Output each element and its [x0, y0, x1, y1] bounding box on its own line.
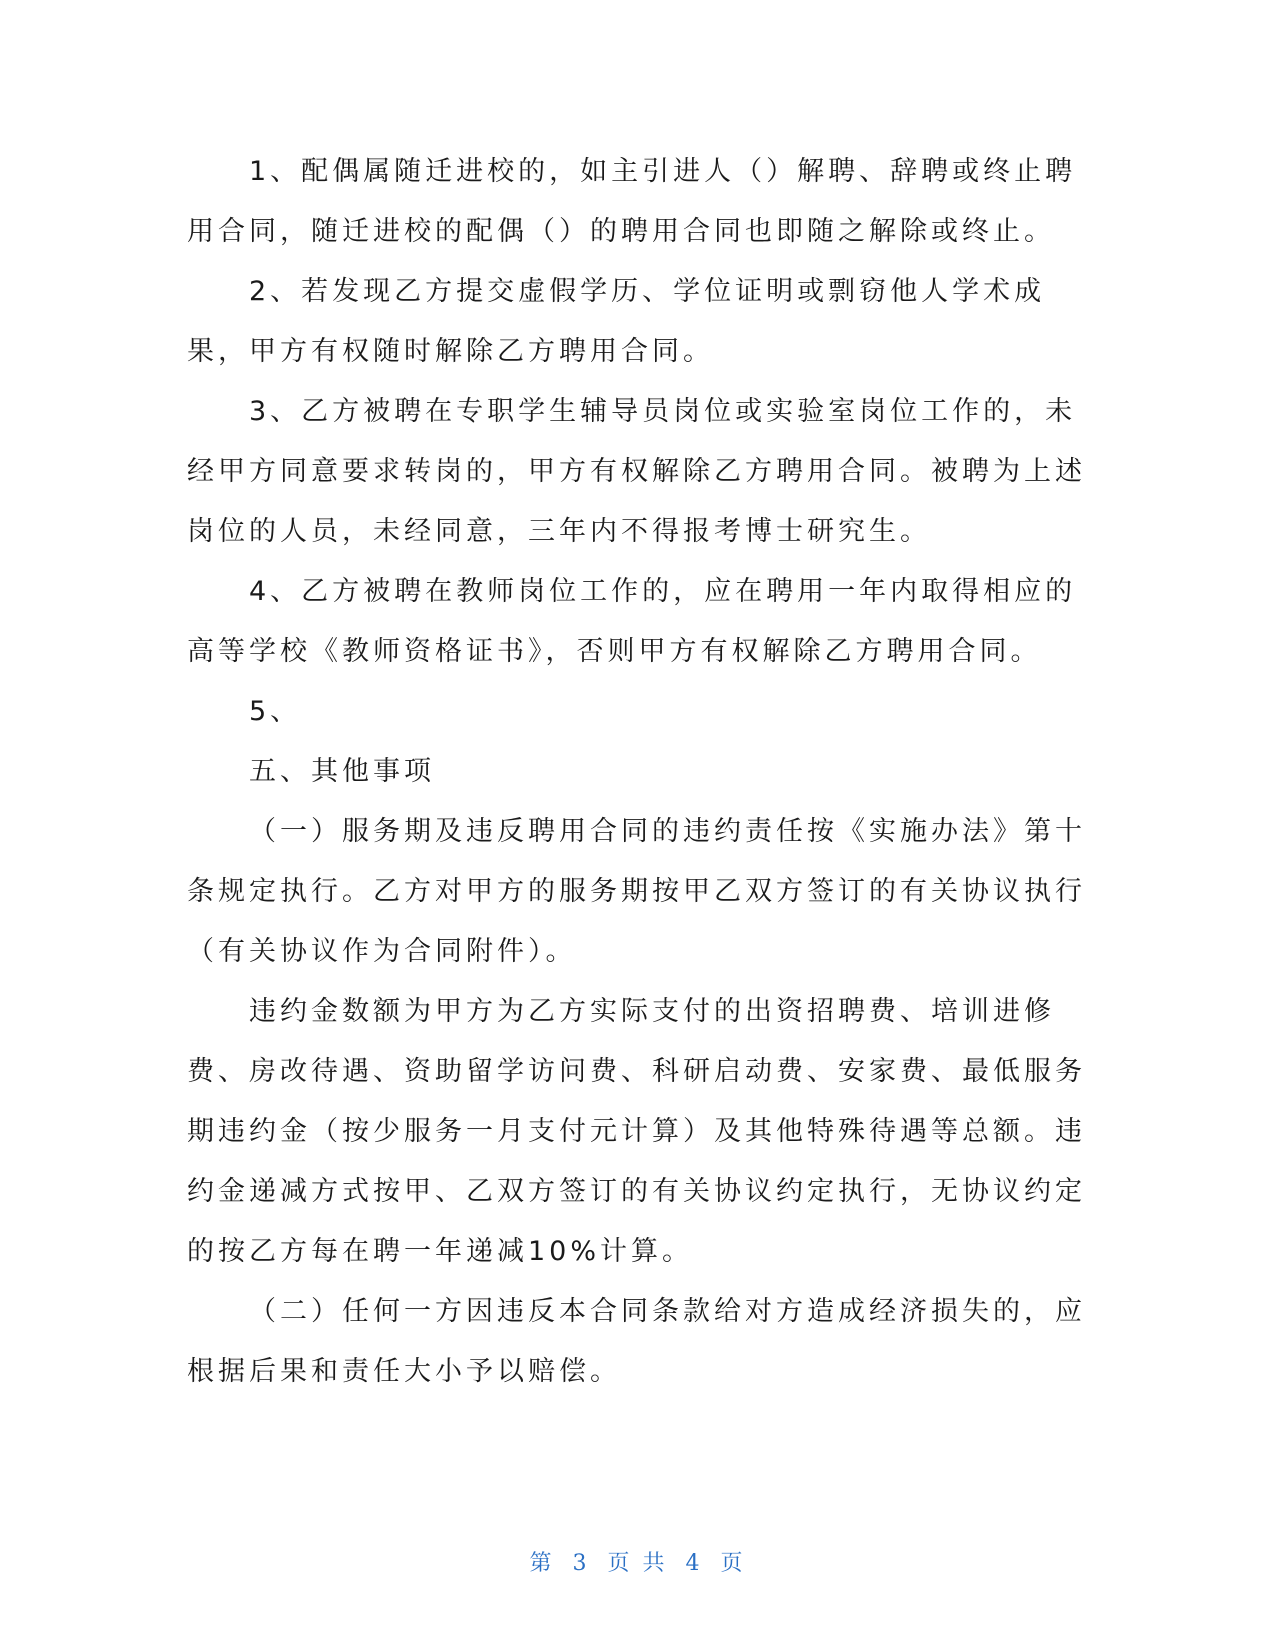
footer-suffix: 页: [720, 1551, 746, 1576]
document-body: [187, 142, 1087, 1402]
footer-total-pages: 4: [685, 1551, 703, 1576]
clause-3: 3、乙方被聘在专职学生辅导员岗位或实验室岗位工作的，未经甲方同意要求转岗的，甲方有权解除乙方聘用合同。被聘为上述岗位的人员，未经同意，三年内不得报考博士研究生。: [187, 396, 1086, 547]
item-one-service-period: （一）服务期及违反聘用合同的违约责任按《实施办法》第十条规定执行。乙方对甲方的服务期按甲乙双方签订的有关协议执行（有关协议作为合同附件）。: [187, 816, 1086, 967]
item-two-compensation: （二）任何一方因违反本合同条款给对方造成经济损失的，应根据后果和责任大小予以赔偿。: [187, 1296, 1086, 1387]
clause-1: 1、配偶属随迁进校的，如主引进人（）解聘、辞聘或终止聘用合同，随迁进校的配偶（）的聘用合同也即随之解除或终止。: [187, 156, 1077, 247]
footer-middle: 页 共: [607, 1551, 668, 1576]
clause-2: 2、若发现乙方提交虚假学历、学位证明或剽窃他人学术成果，甲方有权随时解除乙方聘用合同。: [187, 276, 1046, 367]
page-footer: [0, 1546, 1275, 1577]
section-heading-other-matters: 五、其他事项: [249, 756, 435, 787]
penalty-amount-paragraph: 违约金数额为甲方为乙方实际支付的出资招聘费、培训进修费、房改待遇、资助留学访问费、科研启动费、安家费、最低服务期违约金（按少服务一月支付元计算）及其他特殊待遇等总额。违约金递减方式按甲、乙双方签订的有关协议约定执行，无协议约定的按乙方每在聘一年递减10%计算。: [187, 996, 1086, 1267]
footer-current-page: 3: [572, 1551, 590, 1576]
footer-prefix: 第: [529, 1551, 555, 1576]
clause-5: 5、: [249, 696, 302, 727]
clause-4: 4、乙方被聘在教师岗位工作的，应在聘用一年内取得相应的高等学校《教师资格证书》，否则甲方有权解除乙方聘用合同。: [187, 576, 1077, 667]
